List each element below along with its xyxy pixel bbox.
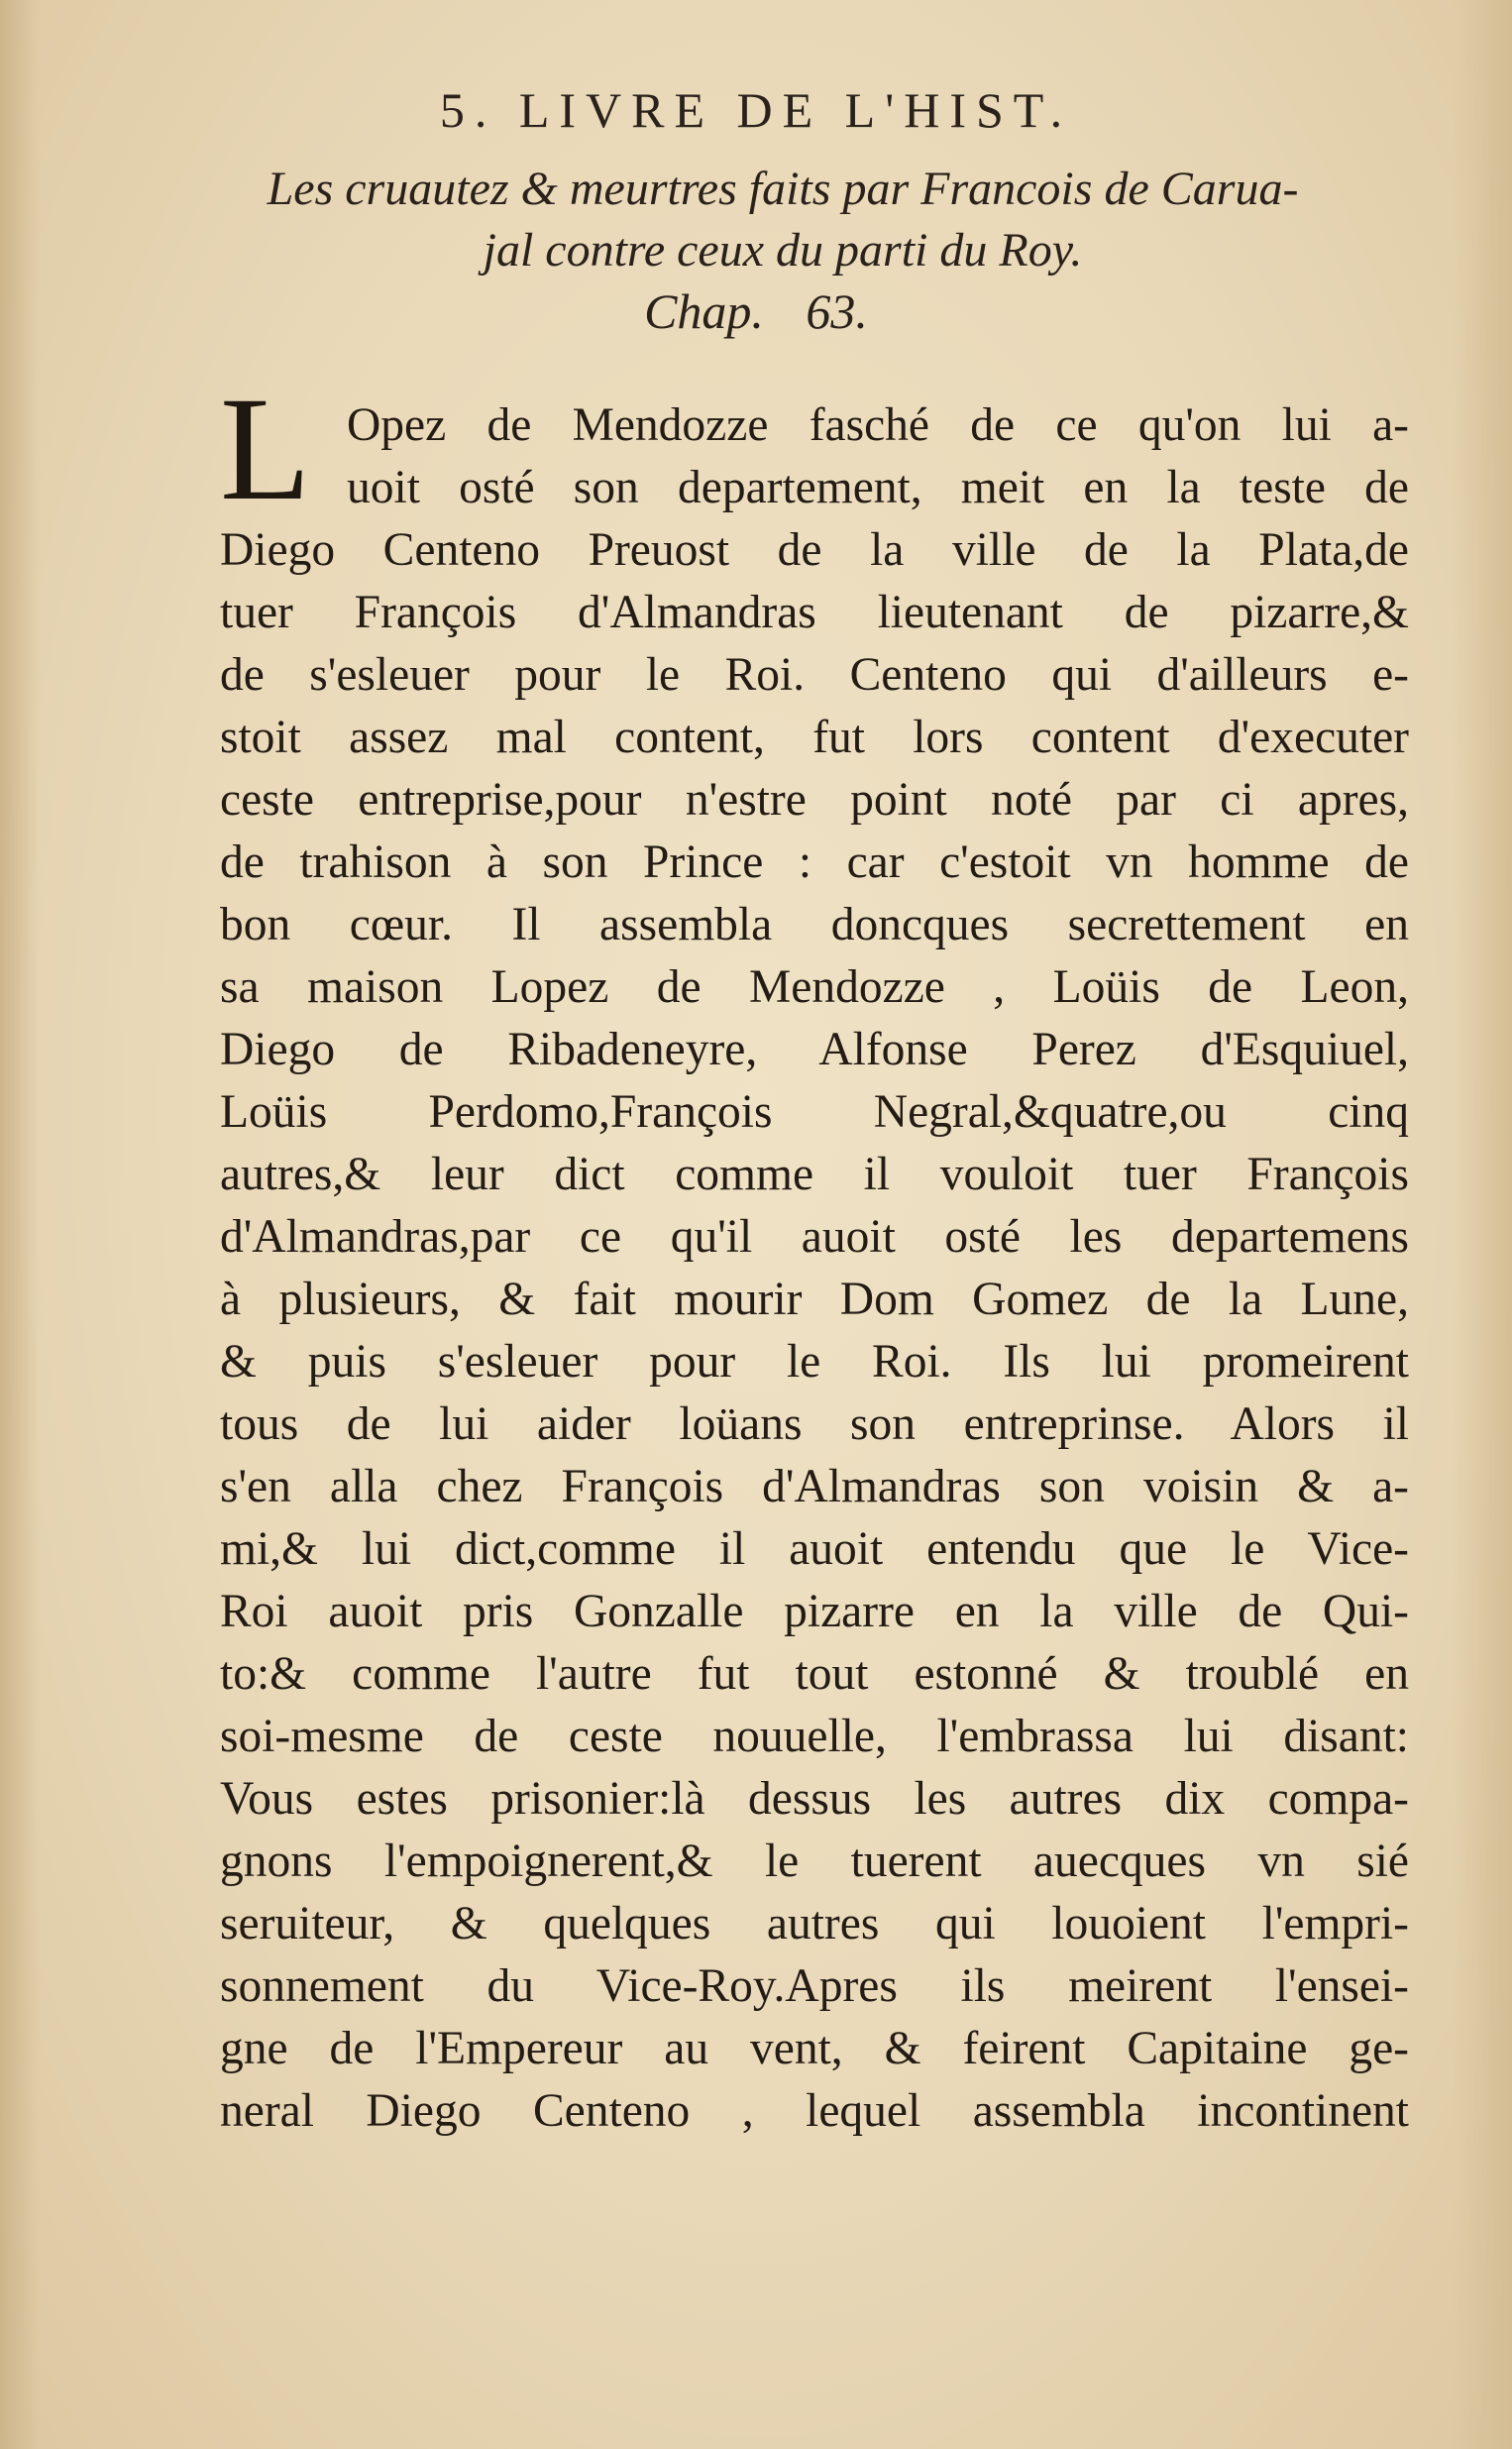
text-line: sa maison Lopez de Mendozze , Loüis de Leon, [220,961,1409,1013]
text-line: & puis s'esleuer pour le Roi. Ils lui promeirent [220,1336,1409,1388]
text-line: Opez de Mendozze fasché de ce qu'on lui a- [347,399,1409,451]
text-line: Loüis Perdomo,François Negral,&quatre,ou cinq [220,1086,1409,1138]
text-line: gne de l'Empereur au vent, & feirent Capitaine ge- [220,2023,1409,2074]
running-head: 5. LIVRE DE L'HIST. [439,82,1073,138]
text-line: tuer François d'Almandras lieutenant de pizarre,& [220,587,1409,638]
text-line: d'Almandras,par ce qu'il auoit osté les departemens [220,1211,1409,1263]
text-line: uoit osté son departement, meit en la teste de [347,462,1409,513]
text-line: soi-mesme de ceste nouuelle, l'embrassa lui disant: [220,1711,1409,1762]
page-edge-shadow-left [0,0,40,2449]
text-line: gnons l'empoignerent,& le tuerent auecques vn sié [220,1836,1409,1887]
text-line: neral Diego Centeno , lequel assembla incontinent [220,2085,1409,2137]
text-line: to:& comme l'autre fut tout estonné & troublé en [220,1648,1409,1700]
text-line: Diego de Ribadeneyre, Alfonse Perez d'Esquiuel, [220,1024,1409,1075]
text-line: autres,& leur dict comme il vouloit tuer François [220,1149,1409,1200]
chapter-title-line: Les cruautez & meurtres faits par Francois de Carua- [267,163,1299,215]
body-text [220,394,1409,2143]
text-line: stoit assez mal content, fut lors content d'executer [220,712,1409,763]
chapter-title-line: jal contre ceux du parti du Roy. [483,224,1083,277]
page-edge-shadow-right [1453,0,1512,2449]
text-line: bon cœur. Il assembla doncques secrettement en [220,899,1409,950]
text-line: Diego Centeno Preuost de la ville de la Plata,de [220,524,1409,576]
text-line: seruiteur, & quelques autres qui louoient l'empri- [220,1898,1409,1949]
text-line: s'en alla chez François d'Almandras son voisin & a- [220,1461,1409,1512]
text-line: mi,& lui dict,comme il auoit entendu que le Vice- [220,1523,1409,1575]
text-line: à plusieurs, & fait mourir Dom Gomez de la Lune, [220,1274,1409,1325]
text-line: de trahison à son Prince : car c'estoit vn homme de [220,836,1409,888]
text-line: Roi auoit pris Gonzalle pizarre en la ville de Qui- [220,1586,1409,1637]
text-line: ceste entreprise,pour n'estre point noté par ci apres, [220,774,1409,826]
text-line: tous de lui aider loüans son entreprinse. Alors il [220,1398,1409,1450]
text-line: de s'esleuer pour le Roi. Centeno qui d'ailleurs e- [220,649,1409,701]
chapter-number: Chap. 63. [644,283,868,339]
text-line: sonnement du Vice-Roy.Apres ils meirent l'ensei- [220,1960,1409,2012]
drop-cap-initial: L [220,367,311,531]
chapter-title [248,159,1318,281]
text-line: Vous estes prisonier:là dessus les autres dix compa- [220,1773,1409,1825]
